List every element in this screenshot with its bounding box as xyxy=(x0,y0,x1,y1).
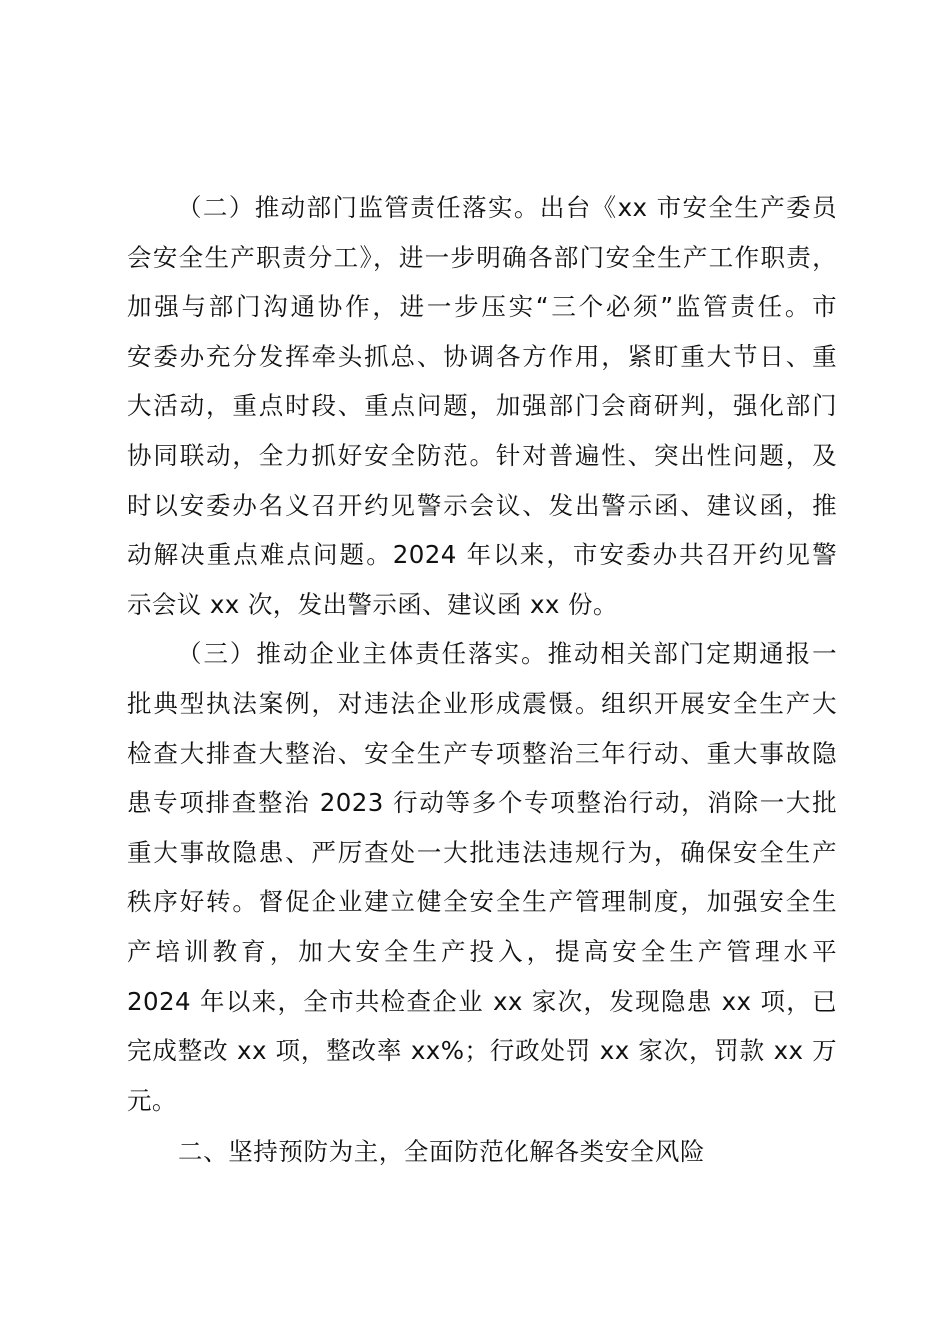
text-line: （二）推动部门监管责任落实。出台《xx 市安全生产委员 xyxy=(177,193,837,222)
paragraph-enterprise-responsibility xyxy=(127,629,837,1125)
text-line: 批典型执法案例，对违法企业形成震慑。组织开展安全生产大 xyxy=(127,688,837,718)
text-line: 加强与部门沟通协作，进一步压实“三个必须”监管责任。市 xyxy=(127,292,837,322)
text-line: 会安全生产职责分工》，进一步明确各部门安全生产工作职责， xyxy=(127,242,837,272)
text-line: 重大事故隐患、严厉查处一大批违法违规行为，确保安全生产 xyxy=(127,837,837,867)
text-line: 动解决重点难点问题。2024 年以来，市安委办共召开约见警 xyxy=(127,540,837,570)
text-line: 元。 xyxy=(127,1085,177,1115)
text-line: 示会议 xx 次，发出警示函、建议函 xx 份。 xyxy=(127,589,618,619)
text-line: 秩序好转。督促企业建立健全安全生产管理制度，加强安全生 xyxy=(127,887,837,917)
text-line: 患专项排查整治 2023 行动等多个专项整治行动，消除一大批 xyxy=(127,788,837,818)
text-line: 检查大排查大整治、安全生产专项整治三年行动、重大事故隐 xyxy=(127,738,837,768)
text-line: 完成整改 xx 项，整改率 xx%；行政处罚 xx 家次，罚款 xx 万 xyxy=(127,1036,837,1066)
paragraph-department-responsibility xyxy=(127,183,837,629)
text-line: 协同联动，全力抓好安全防范。针对普遍性、突出性问题，及 xyxy=(127,440,837,470)
text-line: （三）推动企业主体责任落实。推动相关部门定期通报一 xyxy=(177,639,837,669)
text-line: 时以安委办名义召开约见警示会议、发出警示函、建议函，推 xyxy=(127,490,837,520)
document-body xyxy=(127,183,837,1125)
section-heading: 二、坚持预防为主，全面防范化解各类安全风险 xyxy=(178,1137,706,1166)
text-line: 安委办充分发挥牵头抓总、协调各方作用，紧盯重大节日、重 xyxy=(127,341,837,371)
text-line: 大活动，重点时段、重点问题，加强部门会商研判，强化部门 xyxy=(127,391,837,421)
text-line: 产培训教育，加大安全生产投入，提高安全生产管理水平 xyxy=(127,936,837,966)
text-line: 2024 年以来，全市共检查企业 xx 家次，发现隐患 xx 项，已 xyxy=(127,986,837,1016)
